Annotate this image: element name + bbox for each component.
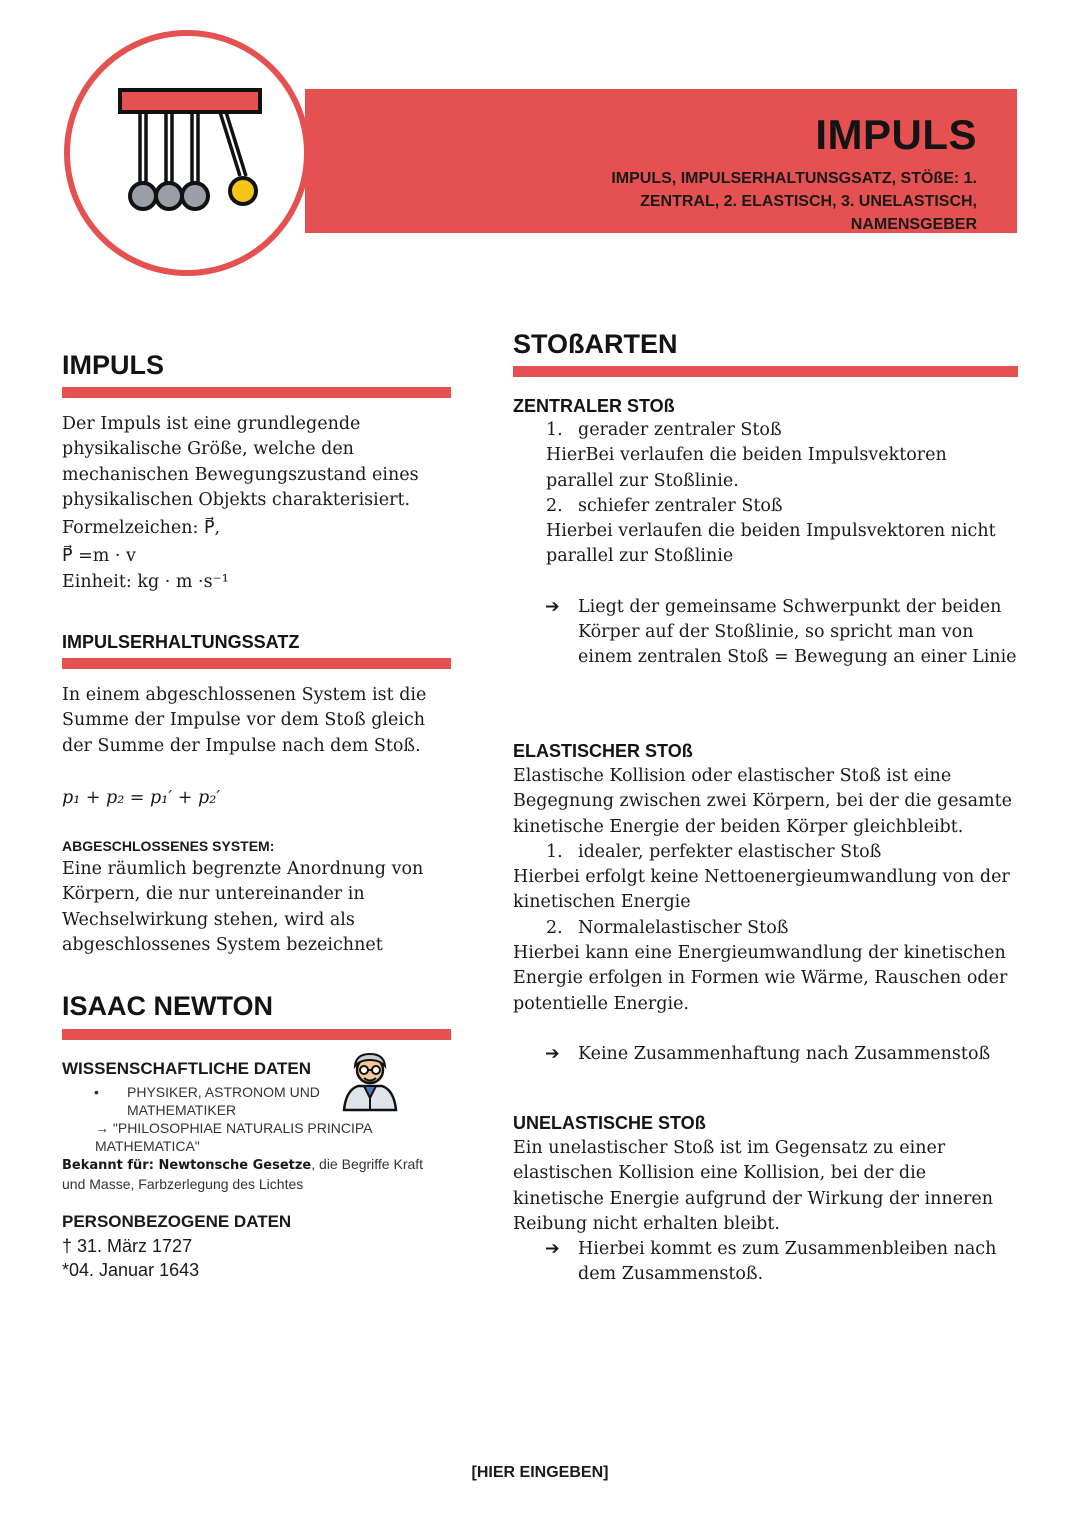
elastic-item2-text: Hierbei kann eine Energieumwandlung der kinetischen Energie erfolgen in Formen wie Wärme, Rauschen oder potentielle Energie. bbox=[513, 943, 1008, 1014]
inelastic-arrow-note: ➔ Hierbei kommt es zum Zusammenbleiben nach dem Zusammenstoß. bbox=[545, 1239, 997, 1285]
closed-system-text: Eine räumlich begrenzte Anordnung von Körpern, die nur untereinander in Wechselwirkung stehen, wird als abgeschlossenes System bezeichnet bbox=[62, 859, 424, 955]
section-rule bbox=[62, 658, 451, 669]
section-rule bbox=[513, 366, 1018, 377]
known-for-rest: , die Begriffe Kraft und Masse, Farbzerlegung des Lichtes bbox=[62, 1156, 424, 1192]
central-arrow-note: ➔ Liegt der gemeinsame Schwerpunkt der beiden Körper auf der Stoßlinie, so spricht man von einem zentralen Stoß = Bewegung an einer Linie bbox=[545, 596, 1017, 668]
section-rule bbox=[62, 1029, 451, 1040]
section-heading-impuls: IMPULS bbox=[62, 350, 165, 380]
impuls-symbol: Formelzeichen: P⃗, bbox=[62, 518, 221, 539]
section-rule bbox=[62, 387, 451, 398]
elastic-arrow-note: ➔ Keine Zusammenhaftung nach Zusammenstoß bbox=[513, 1042, 1018, 1067]
arrow-icon: ➔ bbox=[545, 596, 560, 617]
central-item2-text: Hierbei verlaufen die beiden Impulsvektoren nicht parallel zur Stoßlinie bbox=[546, 521, 996, 567]
section-heading-stossarten: STOßARTEN bbox=[513, 329, 678, 359]
impuls-unit: Einheit: kg · m ·s⁻¹ bbox=[62, 571, 229, 592]
known-for-laws: Newtonsche Gesetze bbox=[158, 1158, 312, 1173]
list-item: 1. idealer, perfekter elastischer Stoß bbox=[546, 841, 882, 862]
impulserhaltung-paragraph: In einem abgeschlossenen System ist die Summe der Impulse vor dem Stoß gleich der Summe der Impulse nach dem Stoß. bbox=[62, 685, 427, 756]
arrow-icon: ➔ bbox=[545, 1239, 560, 1260]
list-item: 2. Normalelastischer Stoß bbox=[546, 917, 789, 938]
list-item bbox=[62, 1083, 347, 1119]
personal-data-heading: PERSONBEZOGENE DATEN bbox=[62, 1212, 292, 1231]
impuls-formula: P⃗ =m · v bbox=[62, 546, 136, 567]
central-item1-text: HierBei verlaufen die beiden Impulsvektoren parallel zur Stoßlinie. bbox=[546, 445, 947, 491]
section-heading-newton: ISAAC NEWTON bbox=[62, 991, 274, 1021]
occupation-text: PHYSIKER, ASTRONOM UND MATHEMATIKER bbox=[127, 1084, 320, 1118]
impuls-paragraph: Der Impuls ist eine grundlegende physikalische Größe, welche den mechanischen Bewegungszustand eines physikalischen Objekts charakterisiert. bbox=[62, 414, 419, 510]
document-subtitle: IMPULS, IMPULSERHALTUNSGSATZ, STÖßE: 1. ZENTRAL, 2. ELASTISCH, 3. UNELASTISCH, NAMENSGEBER bbox=[611, 170, 977, 233]
known-for-label: Bekannt für bbox=[62, 1158, 149, 1173]
impuls-text bbox=[62, 412, 454, 595]
list-item: 2. schiefer zentraler Stoß bbox=[546, 495, 783, 516]
inelastic-collision-text bbox=[513, 1136, 1018, 1288]
elastic-paragraph: Elastische Kollision oder elastischer Stoß ist eine Begegnung zwischen zwei Körpern, bei der die gesamte kinetische Energie der beiden Körper gleichbleibt. bbox=[513, 766, 1013, 837]
inelastic-collision-heading: UNELASTISCHE STOß bbox=[513, 1113, 706, 1133]
principia-text: → "PHILOSOPHIAE NATURALIS PRINCIPA MATHEMATICA" bbox=[95, 1120, 372, 1154]
section-heading-impulserhaltung: IMPULSERHALTUNGSSATZ bbox=[62, 632, 300, 652]
header-banner bbox=[305, 89, 1017, 233]
closed-system-heading: ABGESCHLOSSENES SYSTEM: bbox=[62, 838, 275, 854]
document-title: IMPULS bbox=[815, 111, 977, 158]
inelastic-paragraph: Ein unelastischer Stoß ist im Gegensatz zu einer elastischen Kollision eine Kollision, bei der die kinetische Energie aufgrund der Wirkung der inneren Reibung nicht erhalten bleibt. bbox=[513, 1138, 993, 1234]
elastic-collision-heading: ELASTISCHER STOß bbox=[513, 741, 693, 761]
arrow-icon: ➔ bbox=[545, 1043, 560, 1064]
elastic-item1-text: Hierbei erfolgt keine Nettoenergieumwandlung von der kinetischen Energie bbox=[513, 867, 1010, 913]
logo-circle bbox=[64, 30, 310, 276]
impulserhaltung-formula: p₁ + p₂ = p₁′ + p₂′ bbox=[62, 788, 221, 808]
scientific-data-heading: WISSENSCHAFTLICHE DATEN bbox=[62, 1059, 312, 1078]
elastic-collision-text bbox=[513, 764, 1018, 1067]
footer-placeholder[interactable]: [HIER EINGEBEN] bbox=[471, 1464, 609, 1481]
birth-date: *04. Januar 1643 bbox=[62, 1260, 200, 1280]
central-collision-heading: ZENTRALER STOß bbox=[513, 396, 675, 416]
bullet-icon: • bbox=[94, 1084, 99, 1100]
death-date: † 31. März 1727 bbox=[62, 1236, 193, 1256]
known-for-text: Bekannt für: Newtonsche Gesetze, die Begriffe Kraft und Masse, Farbzerlegung des Lichtes bbox=[62, 1156, 424, 1192]
central-collision-text bbox=[513, 418, 1018, 671]
scientific-data-list bbox=[62, 1083, 442, 1193]
newtons-cradle-icon bbox=[70, 36, 304, 270]
list-item: 1. gerader zentraler Stoß bbox=[546, 420, 782, 440]
